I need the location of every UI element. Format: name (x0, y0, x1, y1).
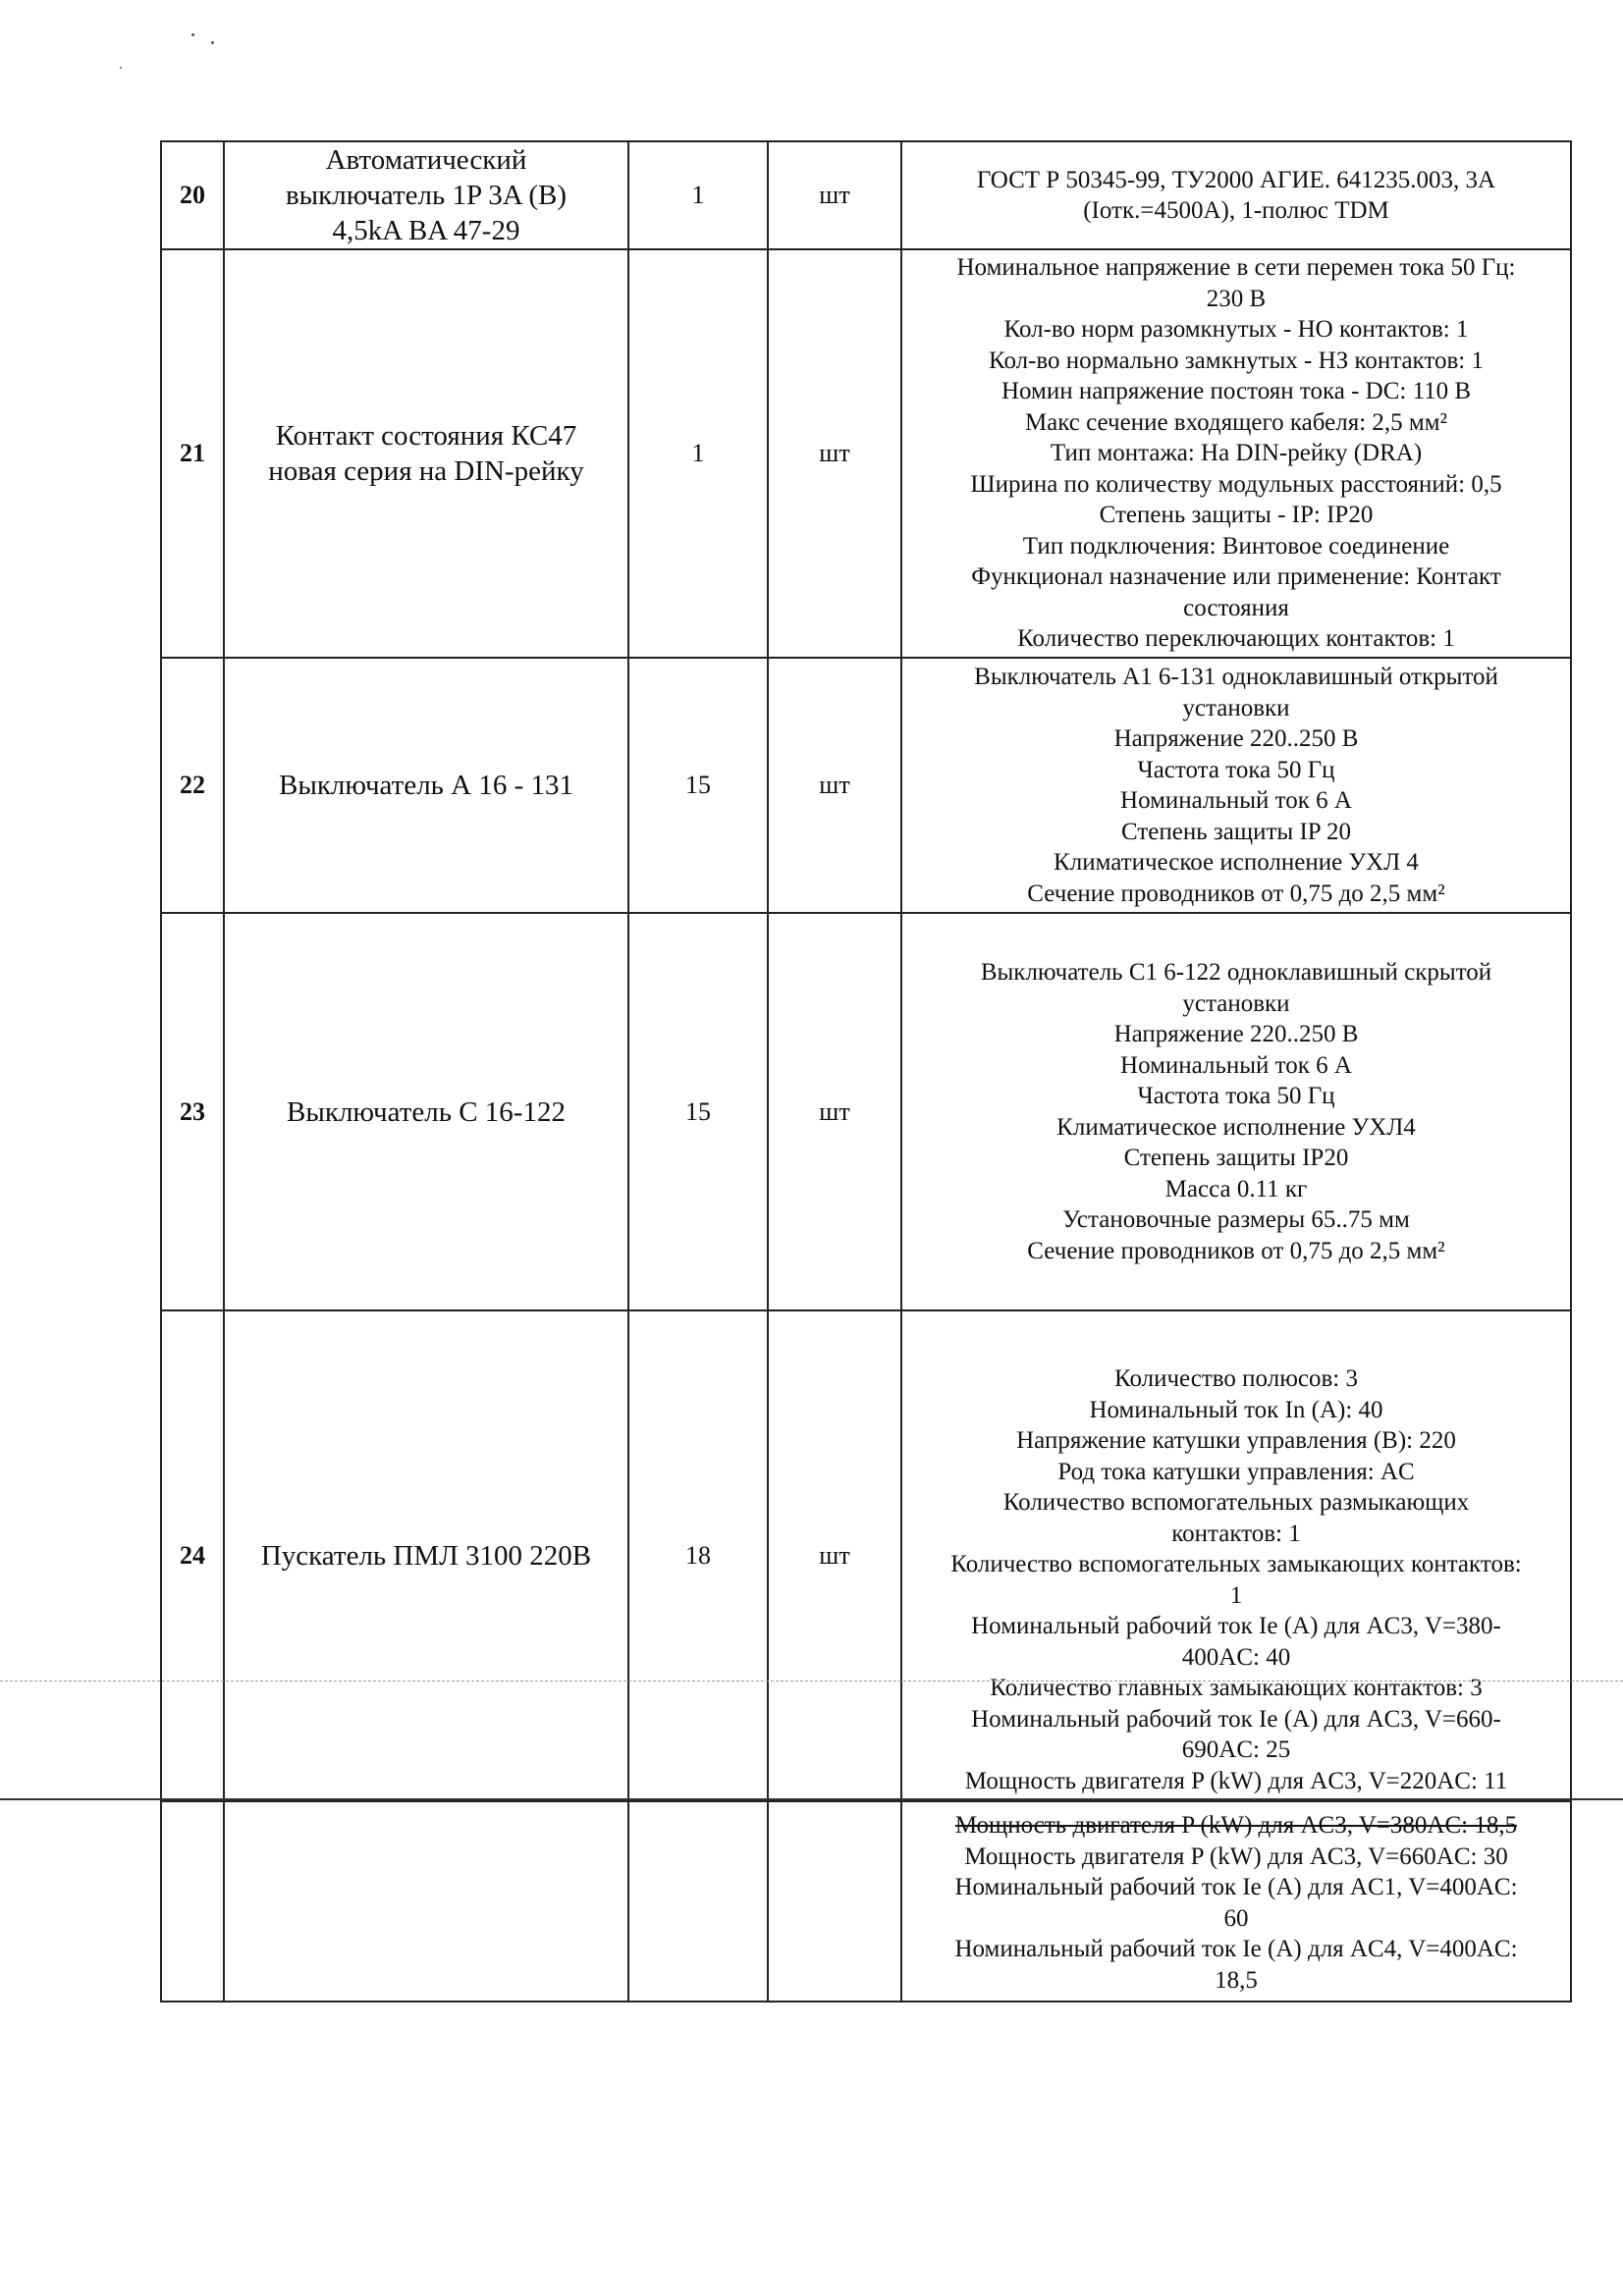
item-name: Пускатель ПМЛ 3100 220В (224, 1310, 628, 1801)
item-unit: шт (768, 141, 901, 249)
description-line: Количество главных замыкающих контактов: 3 (990, 1675, 1483, 1701)
item-unit: шт (768, 658, 901, 913)
description-line: установки (1182, 989, 1290, 1017)
description-line: 230 В (1206, 285, 1267, 312)
description-line: 1 (1229, 1581, 1243, 1609)
table-row (161, 658, 1571, 913)
item-description (901, 1310, 1571, 1801)
description-line: Кол-во норм разомкнутых - НО контактов: 1 (1003, 316, 1469, 344)
description-line: установки (1182, 694, 1290, 721)
description-line: ГОСТ Р 50345-99, ТУ2000 АГИЕ. 641235.003, 3А (976, 166, 1496, 193)
item-description (901, 658, 1571, 913)
item-quantity: 1 (628, 141, 768, 249)
description-line: Кол-во нормально замкнутых - НЗ контактов: 1 (989, 347, 1484, 374)
item-quantity: 15 (628, 913, 768, 1310)
description-line: Род тока катушки управления: AC (1057, 1458, 1415, 1485)
description-line: Мощность двигателя P (kW) для AC3, V=380AC: 18,5 (954, 1812, 1518, 1839)
row-number: 21 (161, 249, 224, 658)
table-row (161, 1801, 1571, 2002)
description-line: Климатическое исполнение УХЛ 4 (1054, 849, 1419, 876)
item-name (224, 1801, 628, 2002)
item-name: Выключатель А 16 - 131 (224, 658, 628, 913)
item-unit: шт (768, 913, 901, 1310)
description-line: Количество вспомогательных замыкающих контактов: (950, 1551, 1522, 1577)
item-description (901, 249, 1571, 658)
row-number: 22 (161, 658, 224, 913)
description-line: Климатическое исполнение УХЛ4 (1056, 1113, 1416, 1141)
scan-solid-line (0, 1798, 1623, 1800)
description-line: (Iотк.=4500А), 1-полюс TDM (1083, 197, 1389, 224)
description-line: Частота тока 50 Гц (1137, 756, 1335, 783)
description-line: Установочные размеры 65..75 мм (1062, 1206, 1410, 1233)
description-line: 60 (1223, 1904, 1249, 1932)
description-line: Сечение проводников от 0,75 до 2,5 мм² (1027, 880, 1445, 907)
description-line: Функционал назначение или применение: Контакт (971, 563, 1501, 591)
item-quantity: 18 (628, 1310, 768, 1801)
description-line: Напряжение 220..250 В (1113, 725, 1359, 752)
item-name: Выключатель С 16-122 (224, 913, 628, 1310)
description-line: 18,5 (1215, 1966, 1258, 1994)
table-row (161, 913, 1571, 1310)
row-number: 20 (161, 141, 224, 249)
description-line: Частота тока 50 Гц (1137, 1083, 1335, 1109)
description-line: 400AC: 40 (1181, 1643, 1291, 1671)
description-line: Макс сечение входящего кабеля: 2,5 мм² (1024, 408, 1448, 436)
description-line: Номин напряжение постоян тока - DC: 110 В (1001, 378, 1472, 405)
description-line: Масса 0.11 кг (1164, 1175, 1308, 1202)
item-description (901, 141, 1571, 249)
description-line: Номинальный рабочий ток Ie (A) для AC3, V=660- (971, 1705, 1501, 1733)
description-line: Ширина по количеству модульных расстояний: 0,5 (970, 470, 1502, 498)
description-line: Номинальный рабочий ток Ie (A) для AC3, V=380- (971, 1613, 1501, 1639)
description-line: Степень защиты - IP: IP20 (1099, 502, 1374, 529)
description-line: Количество полюсов: 3 (1114, 1365, 1358, 1392)
item-unit: шт (768, 249, 901, 658)
item-description (901, 1801, 1571, 2002)
description-line: Степень защиты IP 20 (1121, 818, 1351, 845)
description-line: Номинальный рабочий ток Ie (A) для AC1, V=400AC: (954, 1874, 1518, 1900)
description-line: Тип монтажа: На DIN-рейку (DRA) (1050, 440, 1423, 467)
item-name: Автоматический выключатель 1P 3A (B) 4,5kA BA 47-29 (224, 141, 628, 249)
description-line: Сечение проводников от 0,75 до 2,5 мм² (1027, 1237, 1445, 1264)
table-row (161, 249, 1571, 658)
row-number: 23 (161, 913, 224, 1310)
table-row (161, 1310, 1571, 1801)
description-line: Выключатель А1 6-131 одноклавишный открытой (974, 664, 1498, 690)
description-line: состояния (1183, 594, 1289, 621)
description-line: Тип подключения: Винтовое соединение (1022, 532, 1450, 560)
scan-speck (211, 41, 214, 44)
item-description (901, 913, 1571, 1310)
description-line: Мощность двигателя P (kW) для AC3, V=220AC: 11 (964, 1767, 1508, 1794)
item-quantity: 15 (628, 658, 768, 913)
description-line: Номинальный ток 6 А (1120, 1051, 1352, 1079)
description-line: Номинальный рабочий ток Ie (A) для AC4, V=400AC: (954, 1936, 1518, 1962)
description-line: Номинальный ток In (A): 40 (1089, 1396, 1383, 1423)
item-unit (768, 1801, 901, 2002)
description-line: Номинальный ток 6 А (1120, 787, 1352, 814)
item-quantity (628, 1801, 768, 2002)
description-line: Количество переключающих контактов: 1 (1017, 625, 1455, 653)
item-quantity: 1 (628, 249, 768, 658)
description-line: Степень защиты IP20 (1123, 1145, 1349, 1171)
description-line: 690AC: 25 (1181, 1736, 1291, 1763)
scan-dashed-line (0, 1681, 1623, 1682)
specification-table (160, 140, 1572, 2002)
row-number (161, 1801, 224, 2002)
item-name: Контакт состояния КС47 новая серия на DIN-рейку (224, 249, 628, 658)
scan-speck (191, 33, 194, 36)
item-unit: шт (768, 1310, 901, 1801)
description-line: контактов: 1 (1171, 1520, 1301, 1547)
description-line: Количество вспомогательных размыкающих (1002, 1489, 1470, 1516)
description-line: Напряжение катушки управления (В): 220 (1016, 1427, 1456, 1454)
description-line: Мощность двигателя P (kW) для AC3, V=660AC: 30 (964, 1842, 1508, 1870)
description-line: Выключатель С1 6-122 одноклавишный скрытой (980, 959, 1492, 986)
description-line: Напряжение 220..250 В (1113, 1021, 1359, 1047)
table-row (161, 141, 1571, 249)
row-number: 24 (161, 1310, 224, 1801)
description-line: Номинальное напряжение в сети перемен тока 50 Гц: (956, 254, 1516, 282)
scan-speck (120, 67, 122, 69)
